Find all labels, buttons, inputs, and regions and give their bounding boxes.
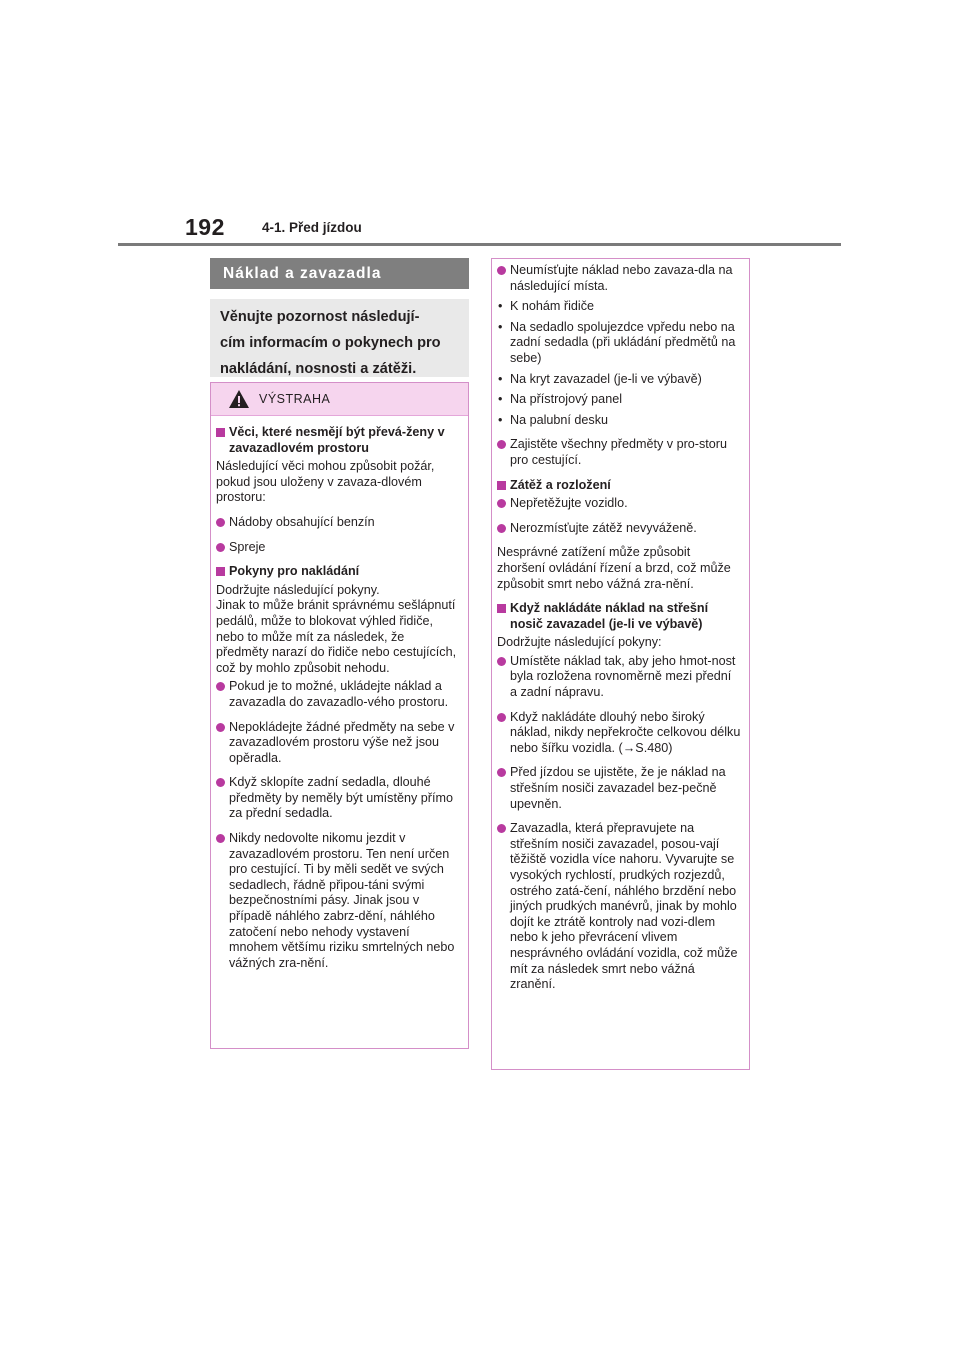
- list-item: Nepřetěžujte vozidlo.: [497, 496, 741, 512]
- section-heading: Pokyny pro nakládání: [216, 564, 460, 580]
- section-heading: Věci, které nesmějí být převá-ženy v zavazadlovém prostoru: [216, 425, 460, 456]
- warning-header: [211, 383, 468, 416]
- paragraph: Nesprávné zatížení může způsobit zhoršení ovládání řízení a brzd, což může způsobit smrt nebo vážná zra-nění.: [497, 545, 731, 591]
- list-item: Spreje: [216, 540, 460, 556]
- bullet-item: • Na přístrojový panel: [497, 392, 741, 408]
- warning-label: VÝSTRAHA: [259, 392, 331, 406]
- warning-box-right: [491, 258, 750, 1070]
- bullet-item: • Na sedadlo spolujezdce vpředu nebo na zadní sedadla (při ukládání předmětů na sebe): [497, 320, 741, 367]
- bullet-item: • Na palubní desku: [497, 413, 741, 429]
- section-title: 4-1. Před jízdou: [262, 220, 362, 235]
- warning-content-right: [492, 259, 749, 993]
- header-divider: [118, 243, 841, 246]
- warning-box-left: [210, 382, 469, 1049]
- list-item: Zavazadla, která přepravujete na střešním nosiči zavazadel, posou-vají těžiště vozidla více nahoru. Vyvarujte se vysokých rychlostí, prudkých rozjezdů, ostrého zatá-čení, náhlého brzdění nebo jiných prudkých manévrů, jinak by mohlo dojít ke ztrátě kontroly nad vozi-dlem nebo k jeho převrácení vlivem nesprávného ovládání vozidla, což může mít za následek smrt nebo vážná zranění.: [497, 821, 741, 993]
- paragraph: Dodržujte následující pokyny.: [216, 582, 380, 597]
- list-item: Když nakládáte dlouhý nebo široký náklad, nikdy nepřekročte celkovou délku nebo šířku vozidla. (→S.480): [497, 710, 741, 757]
- intro-box: [210, 299, 469, 377]
- bullet-item: • K nohám řidiče: [497, 299, 741, 315]
- warning-content-left: [211, 416, 468, 971]
- list-item: Nikdy nedovolte nikomu jezdit v zavazadlovém prostoru. Ten není určen pro cestující. Ti by měli sedět ve svých sedadlech, řádně připou-táni svými bezpečnostními pásy. Jinak jsou v případě náhlého zabrz-dění, náhlého zatočení nebo nehody vystavení mnohem většímu riziku smrtelných nebo vážných zra-nění.: [216, 831, 460, 971]
- list-item: Zajistěte všechny předměty v pro-storu pro cestující.: [497, 437, 741, 468]
- paragraph: Jinak to může bránit správnému sešlápnutí pedálů, může to blokovat výhled řidiče, nebo to může mít za následek, že předměty narazí do řidiče nebo cestujících, což by mohlo způsobit nehodu.: [216, 598, 457, 675]
- list-item: Nepokládejte žádné předměty na sebe v zavazadlovém prostoru výše než jsou opěradla.: [216, 720, 460, 767]
- list-item: Když sklopíte zadní sedadla, dlouhé předměty by neměly být umístěny přímo za přední sedadla.: [216, 775, 460, 822]
- section-heading: Když nakládáte náklad na střešní nosič zavazadel (je-li ve výbavě): [497, 601, 741, 632]
- list-item: Pokud je to možné, ukládejte náklad a zavazadla do zavazadlo-vého prostoru.: [216, 679, 460, 710]
- list-item: Neumísťujte náklad nebo zavaza-dla na následující místa.: [497, 263, 741, 294]
- list-item: Nádoby obsahující benzín: [216, 515, 460, 531]
- section-heading: Zátěž a rozložení: [497, 478, 741, 494]
- paragraph: Následující věci mohou způsobit požár, pokud jsou uloženy v zavaza-dlovém prostoru:: [216, 459, 435, 505]
- page-number: 192: [185, 214, 225, 240]
- warning-triangle-icon: [228, 389, 250, 414]
- intro-text: Věnujte pozornost následují- cím informacím o pokynech pro nakládání, nosnosti a zátěži.: [220, 309, 441, 377]
- page-title: Náklad a zavazadla: [210, 258, 469, 289]
- bullet-item: • Na kryt zavazadel (je-li ve výbavě): [497, 372, 741, 388]
- list-item: Nerozmísťujte zátěž nevyváženě.: [497, 521, 741, 537]
- list-item: Umístěte náklad tak, aby jeho hmot-nost byla rozložena rovnoměrně mezi přední a zadní nápravu.: [497, 654, 741, 701]
- paragraph: Dodržujte následující pokyny:: [497, 635, 662, 650]
- list-item: Před jízdou se ujistěte, že je náklad na střešním nosiči zavazadel bez-pečně upevněn.: [497, 765, 741, 812]
